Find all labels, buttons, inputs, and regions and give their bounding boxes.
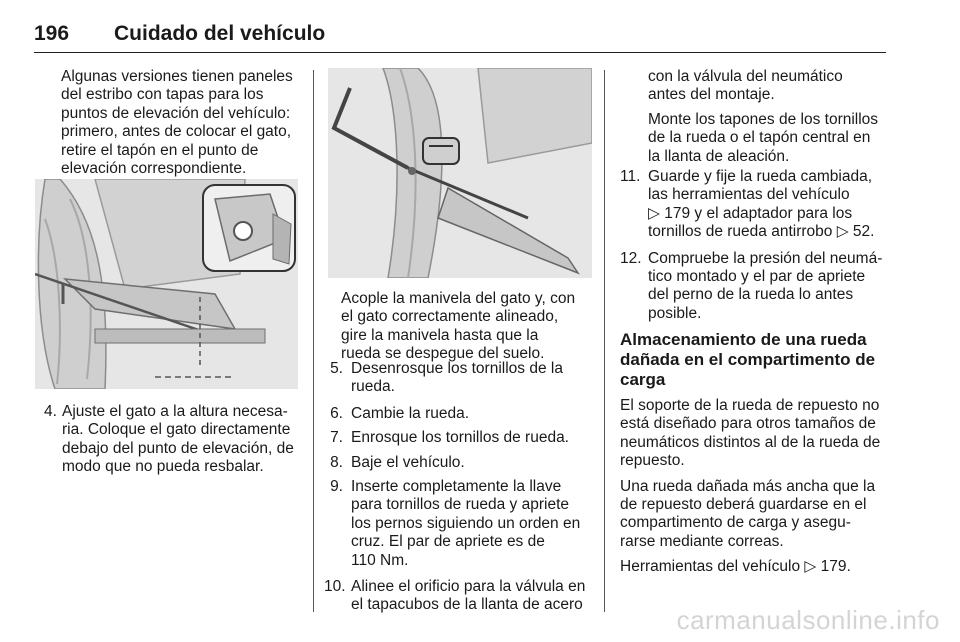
text-line: rueda se despegue del suelo. <box>341 345 545 363</box>
text-line: está diseñado para otros tamaños de <box>620 415 876 433</box>
watermark: carmanualsonline.info <box>676 605 940 635</box>
text-line: Monte los tapones de los tornillos <box>648 110 879 128</box>
col3-steps <box>620 168 888 323</box>
text-line: Cambie la rueda. <box>351 404 470 422</box>
text-line: ▷ 179 y el adaptador para los <box>648 204 853 222</box>
text-line: Acople la manivela del gato y, con <box>341 290 576 307</box>
text-line: del estribo con tapas para los <box>61 86 264 104</box>
column-divider <box>313 70 314 612</box>
text-line: rueda. <box>351 378 395 396</box>
col2-steps <box>324 360 598 615</box>
text-line: repuesto. <box>620 452 685 470</box>
text-line: con la válvula del neumático <box>648 68 843 85</box>
text-line: retire el tapón en el punto de <box>61 141 259 159</box>
text-line: primero, antes de colocar el gato, <box>61 123 292 141</box>
text-line: Enrosque los tornillos de rueda. <box>351 429 569 447</box>
text-line: Inserte completamente la llave <box>351 478 562 496</box>
text-line: cruz. El par de apriete es de <box>351 533 545 551</box>
text-line: los pernos siguiendo un orden en <box>351 514 581 532</box>
text-line: Desenrosque los tornillos de la <box>351 360 563 377</box>
text-line: ria. Coloque el gato directamente <box>62 421 291 439</box>
text-line: para tornillos de rueda y apriete <box>351 496 569 514</box>
jack-lifting-point-illustration <box>35 179 298 389</box>
text-line: 110 Nm. <box>351 551 409 569</box>
text-line: Baje el vehículo. <box>351 453 465 471</box>
text-line: posible. <box>648 304 702 322</box>
section-heading <box>620 330 888 390</box>
text-line: la llanta de aleación. <box>648 147 790 165</box>
step-number: 8. <box>330 453 343 471</box>
text-line: tico montado y el par de apriete <box>648 268 866 286</box>
text-line: Herramientas del vehículo ▷ 179. <box>620 558 851 576</box>
text-line: modo que no pueda resbalar. <box>62 458 264 476</box>
text-line: las herramientas del vehículo <box>648 186 850 204</box>
heading-line: carga <box>620 370 666 389</box>
step-number: 9. <box>330 478 343 496</box>
step-number: 6. <box>330 404 343 422</box>
chapter-title: Cuidado del vehículo <box>114 22 326 45</box>
text-line: Ajuste el gato a la altura necesa- <box>62 403 288 420</box>
text-line: el gato correctamente alineado, <box>341 308 559 326</box>
col1-step-4 <box>44 403 302 477</box>
text-line: El soporte de la rueda de repuesto no <box>620 397 880 414</box>
text-line: elevación correspondiente. <box>61 160 247 178</box>
step-number: 5. <box>330 360 343 377</box>
text-line: neumáticos distintos al de la rueda de <box>620 433 881 451</box>
text-line: Una rueda dañada más ancha que la <box>620 477 876 495</box>
text-line: compartimento de carga y asegu- <box>620 514 851 532</box>
step-number: 7. <box>330 429 343 447</box>
text-line: puntos de elevación del vehículo: <box>61 104 291 122</box>
text-line: tornillos de rueda antirrobo ▷ 52. <box>648 223 875 241</box>
text-line: de la rueda o el tapón central en <box>648 129 871 147</box>
col3-body <box>620 397 890 577</box>
page-header <box>34 22 886 53</box>
step-number: 10. <box>324 578 346 596</box>
text-line: antes del montaje. <box>648 86 775 104</box>
step-number: 11. <box>620 168 641 185</box>
col2-caption <box>341 290 599 364</box>
step-number: 12. <box>620 249 642 267</box>
col1-intro <box>61 68 307 178</box>
text-line: del perno de la rueda lo antes <box>648 286 854 304</box>
jack-crank-illustration <box>328 68 592 278</box>
text-line: gire la manivela hasta que la <box>341 326 539 344</box>
text-line: de repuesto deberá guardarse en el <box>620 496 867 514</box>
text-line: debajo del punto de elevación, de <box>62 439 294 457</box>
text-line: el tapacubos de la llanta de acero <box>351 596 583 614</box>
text-line: Algunas versiones tienen paneles <box>61 68 293 85</box>
text-line: rarse mediante correas. <box>620 532 784 550</box>
page-number: 196 <box>34 22 70 45</box>
step-number: 4. <box>44 403 57 420</box>
heading-line: dañada en el compartimento de <box>620 350 876 369</box>
text-line: Compruebe la presión del neumá- <box>648 249 883 267</box>
column-divider <box>604 70 605 612</box>
heading-line: Almacenamiento de una rueda <box>620 330 867 349</box>
text-line: Guarde y fije la rueda cambiada, <box>648 168 873 185</box>
text-line: Alinee el orificio para la válvula en <box>351 578 586 596</box>
col3-continued <box>648 68 888 166</box>
